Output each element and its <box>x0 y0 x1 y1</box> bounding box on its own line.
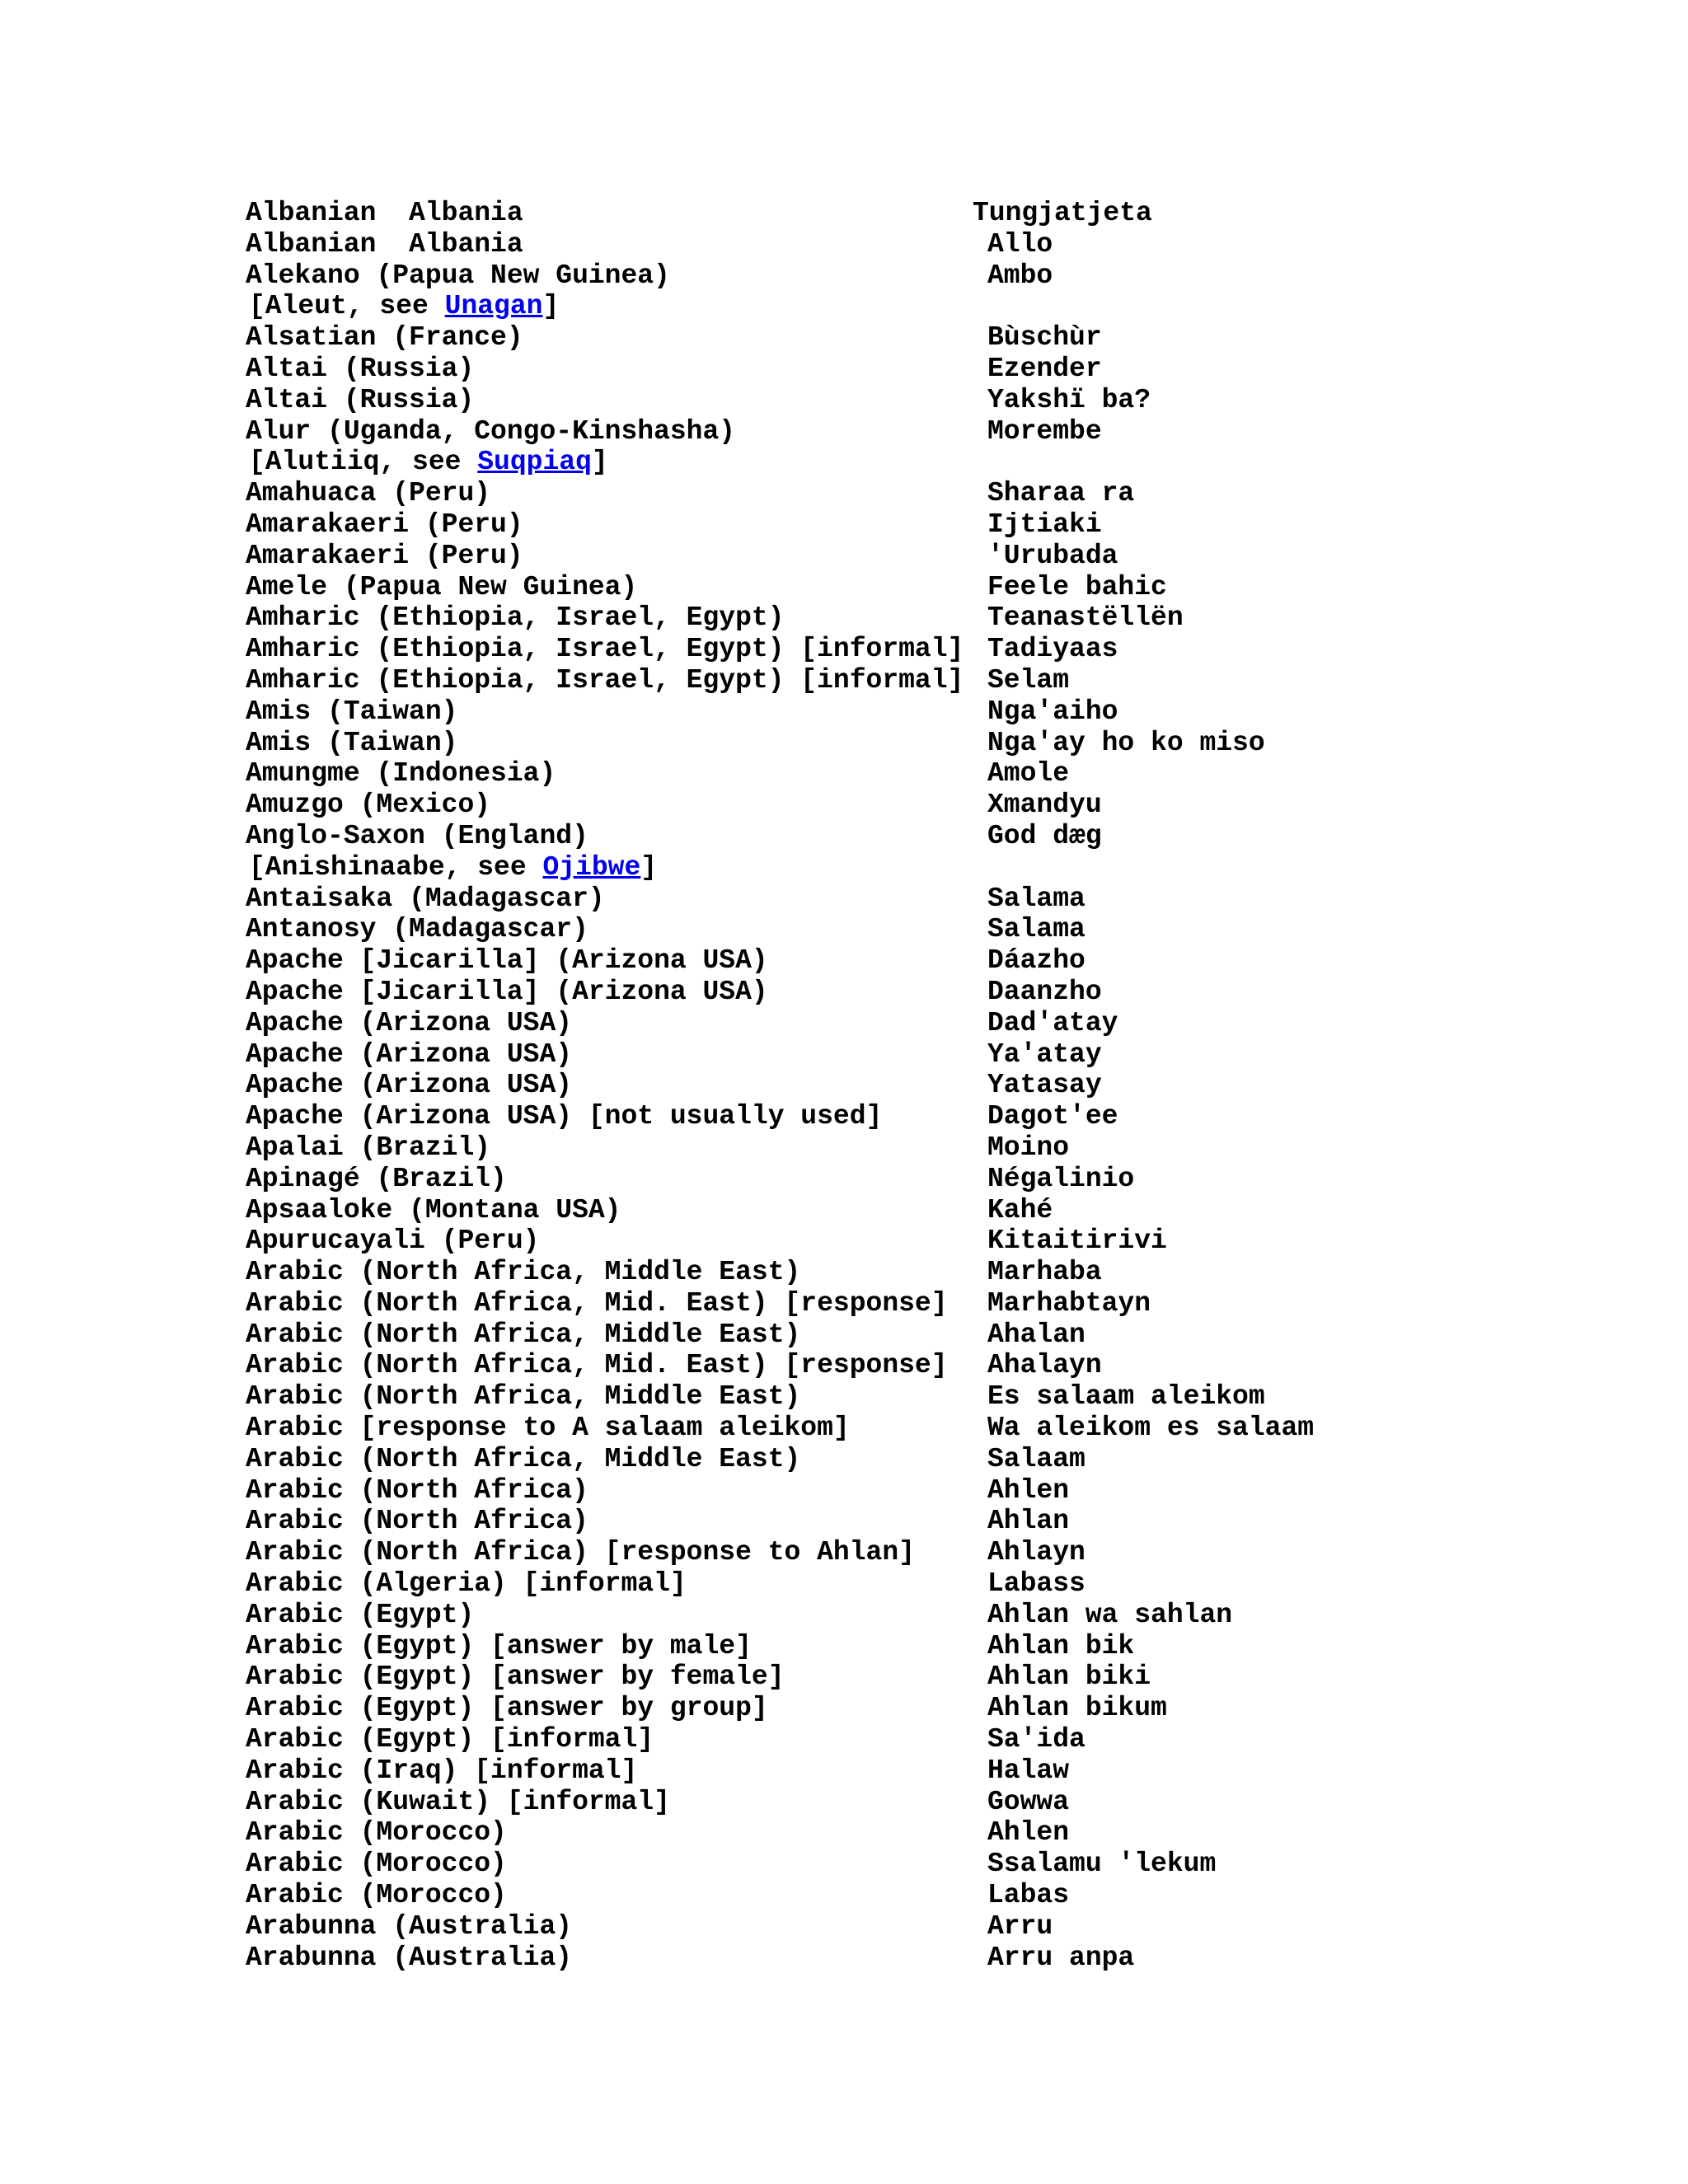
cross-reference-text: ] <box>542 291 560 322</box>
language-name: Altai (Russia) <box>246 353 475 384</box>
cross-reference <box>249 852 657 883</box>
cross-reference-text: ] <box>640 851 658 883</box>
entry-row <box>246 1943 1647 1974</box>
greeting-text: Halaw <box>987 1755 1070 1786</box>
language-name: Arabic (Kuwait) [informal] <box>246 1786 670 1817</box>
greeting-text: Ezender <box>987 353 1102 384</box>
language-name: Apache (Arizona USA) <box>246 1070 573 1101</box>
language-name: Albanian Albania <box>246 228 523 260</box>
greeting-text: Marhabtayn <box>987 1287 1151 1319</box>
greeting-text: Nga'aiho <box>987 696 1118 727</box>
greeting-text: Daanzho <box>987 976 1102 1007</box>
greeting-text: Wa aleikom es salaam <box>987 1413 1315 1444</box>
entry-row <box>246 758 1647 790</box>
language-name: Arabic (Egypt) <box>246 1599 475 1630</box>
greeting-text: Kitaitirivi <box>987 1226 1167 1257</box>
entry-row <box>246 1724 1647 1755</box>
greeting-text: Ahlan bik <box>987 1630 1135 1661</box>
greeting-text: Selam <box>987 664 1070 696</box>
language-name: Apsaaloke (Montana USA) <box>246 1194 621 1226</box>
greeting-text: Ahlayn <box>987 1537 1085 1568</box>
entry-row <box>246 1195 1647 1226</box>
entry-row <box>246 1008 1647 1039</box>
language-name: Albanian Albania <box>246 198 523 228</box>
entry-row <box>246 821 1647 852</box>
entry-row <box>246 1132 1647 1164</box>
greeting-text: Dagot'ee <box>987 1101 1118 1132</box>
entry-row <box>246 634 1647 665</box>
greeting-text: Salama <box>987 914 1085 945</box>
greeting-text: Ahalayn <box>987 1350 1102 1381</box>
language-name: Apinagé (Brazil) <box>246 1163 507 1194</box>
greeting-text: Yatasay <box>987 1070 1102 1101</box>
language-name: Amharic (Ethiopia, Israel, Egypt) <box>246 602 785 634</box>
greeting-text: Arru <box>987 1910 1053 1942</box>
language-name: Anglo-Saxon (England) <box>246 820 588 851</box>
greeting-text: Bùschùr <box>987 322 1102 354</box>
greeting-text: Marhaba <box>987 1257 1102 1288</box>
entry-row <box>246 696 1647 728</box>
greeting-text: Feele bahic <box>987 571 1167 602</box>
entry-row <box>246 1880 1647 1911</box>
cross-reference-text: ] <box>591 447 608 478</box>
language-name: Arabic (Algeria) [informal] <box>246 1568 687 1600</box>
entry-row <box>246 385 1647 416</box>
greeting-text: 'Urubada <box>987 540 1118 571</box>
greeting-text: Ahlan <box>987 1506 1070 1537</box>
greeting-text: Es salaam aleikom <box>987 1381 1265 1413</box>
language-name: Alur (Uganda, Congo-Kinshasha) <box>246 415 736 447</box>
language-name: Amis (Taiwan) <box>246 696 458 727</box>
entry-row <box>246 1631 1647 1662</box>
language-name: Arabic (Morocco) <box>246 1849 507 1880</box>
language-name: Amharic (Ethiopia, Israel, Egypt) [informal] <box>246 664 964 696</box>
entry-row <box>246 883 1647 915</box>
entry-row <box>246 322 1647 354</box>
greeting-text: Sa'ida <box>987 1724 1085 1755</box>
language-link[interactable]: Unagan <box>444 291 543 322</box>
entry-row <box>246 1039 1647 1071</box>
entry-row <box>246 1661 1647 1693</box>
language-name: Arabic [response to A salaam aleikom] <box>246 1413 850 1444</box>
greeting-text: Salama <box>987 883 1085 914</box>
greeting-text: Moino <box>987 1132 1070 1163</box>
entry-row <box>246 602 1647 634</box>
entry-row <box>246 1693 1647 1724</box>
language-name: Altai (Russia) <box>246 384 475 415</box>
language-name: Arabic (Morocco) <box>246 1880 507 1911</box>
language-name: Arabic (North Africa) [response to Ahlan] <box>246 1537 915 1568</box>
greeting-text: Tadiyaas <box>987 634 1118 665</box>
entry-row <box>246 354 1647 385</box>
language-name: Arabic (North Africa, Middle East) <box>246 1319 801 1350</box>
entry-row <box>246 229 1647 260</box>
language-name: Antaisaka (Madagascar) <box>246 883 605 914</box>
language-name: Apache (Arizona USA) <box>246 1038 573 1070</box>
greeting-text: Xmandyu <box>987 790 1102 821</box>
greeting-text: Ahlan bikum <box>987 1693 1167 1724</box>
language-name: Arabic (North Africa) <box>246 1474 588 1506</box>
greeting-text: Arru anpa <box>987 1942 1135 1973</box>
language-name: Arabunna (Australia) <box>246 1942 573 1973</box>
greeting-text: God dæg <box>987 820 1102 851</box>
entry-row <box>246 416 1647 448</box>
language-name: Apache [Jicarilla] (Arizona USA) <box>246 976 768 1007</box>
greeting-text: Ahalan <box>987 1319 1085 1350</box>
greeting-text: Ahlan biki <box>987 1661 1151 1693</box>
entry-row <box>246 1257 1647 1288</box>
language-name: Alsatian (France) <box>246 322 523 354</box>
entry-row <box>246 1381 1647 1413</box>
greeting-text: Dad'atay <box>987 1007 1118 1038</box>
language-name: Arabic (Egypt) [answer by group] <box>246 1693 768 1724</box>
language-name: Arabic (North Africa, Middle East) <box>246 1381 801 1413</box>
cross-reference-row <box>246 852 1647 883</box>
entry-row <box>246 945 1647 977</box>
cross-reference <box>249 447 608 478</box>
greeting-text: Ssalamu 'lekum <box>987 1849 1217 1880</box>
greeting-text: Ambo <box>987 260 1053 291</box>
greeting-text: Sharaa ra <box>987 478 1135 509</box>
document-body <box>246 198 1647 1973</box>
entry-row <box>246 1226 1647 1257</box>
entry-row <box>246 1444 1647 1475</box>
language-name: Apache [Jicarilla] (Arizona USA) <box>246 945 768 977</box>
entry-row <box>246 1101 1647 1132</box>
cross-reference-text: [Anishinaabe, see <box>249 851 543 883</box>
language-name: Amarakaeri (Peru) <box>246 540 523 571</box>
language-name: Arabic (North Africa, Middle East) <box>246 1443 801 1474</box>
greeting-text: Négalinio <box>987 1163 1135 1194</box>
entry-row <box>246 478 1647 509</box>
entry-row <box>246 728 1647 759</box>
greeting-text: Nga'ay ho ko miso <box>987 727 1265 758</box>
language-name: Amharic (Ethiopia, Israel, Egypt) [informal] <box>246 634 964 665</box>
greeting-text: Tungjatjeta <box>973 198 1152 228</box>
greeting-text: Morembe <box>987 415 1102 447</box>
language-name: Arabic (North Africa, Middle East) <box>246 1257 801 1288</box>
greeting-text: Gowwa <box>987 1786 1070 1817</box>
language-name: Amis (Taiwan) <box>246 727 458 758</box>
language-name: Amarakaeri (Peru) <box>246 509 523 540</box>
cross-reference-text: [Alutiiq, see <box>249 447 478 478</box>
entry-row <box>246 790 1647 821</box>
entry-row <box>246 1413 1647 1444</box>
entry-row <box>246 1787 1647 1818</box>
greeting-text: Allo <box>987 228 1053 260</box>
language-name: Alekano (Papua New Guinea) <box>246 260 670 291</box>
language-name: Apache (Arizona USA) [not usually used] <box>246 1101 883 1132</box>
cross-reference-text: [Aleut, see <box>249 291 445 322</box>
greeting-text: Ahlen <box>987 1817 1070 1849</box>
entry-row <box>246 1600 1647 1631</box>
entry-row <box>246 1319 1647 1351</box>
greeting-text: Teanastëllën <box>987 602 1184 634</box>
language-name: Arabic (North Africa, Mid. East) [response] <box>246 1287 948 1319</box>
greeting-text: Ijtiaki <box>987 509 1102 540</box>
greeting-text: Amole <box>987 758 1070 790</box>
greeting-text: Yakshï ba? <box>987 384 1151 415</box>
language-link[interactable]: Ojibwe <box>542 851 641 883</box>
entry-row <box>246 1350 1647 1381</box>
cross-reference <box>249 291 559 322</box>
greeting-text: Labas <box>987 1880 1070 1911</box>
entry-row <box>246 1755 1647 1787</box>
language-name: Arabic (Egypt) [answer by female] <box>246 1661 785 1693</box>
cross-reference-row <box>246 291 1647 322</box>
language-name: Apurucayali (Peru) <box>246 1226 540 1257</box>
cross-reference-row <box>246 447 1647 478</box>
language-name: Apalai (Brazil) <box>246 1132 491 1163</box>
entry-row <box>246 572 1647 603</box>
language-name: Arabunna (Australia) <box>246 1910 573 1942</box>
language-name: Amungme (Indonesia) <box>246 758 556 790</box>
entry-row <box>246 1506 1647 1537</box>
language-name: Apache (Arizona USA) <box>246 1007 573 1038</box>
language-name: Arabic (Iraq) [informal] <box>246 1755 638 1786</box>
language-name: Arabic (North Africa) <box>246 1506 588 1537</box>
entry-row <box>246 1070 1647 1101</box>
language-name: Amuzgo (Mexico) <box>246 790 491 821</box>
greeting-text: Kahé <box>987 1194 1053 1226</box>
greeting-text: Ahlan wa sahlan <box>987 1599 1233 1630</box>
entry-row <box>246 977 1647 1008</box>
entry-row <box>246 1817 1647 1849</box>
language-name: Amahuaca (Peru) <box>246 478 491 509</box>
language-name: Arabic (Morocco) <box>246 1817 507 1849</box>
entry-row <box>246 1475 1647 1507</box>
entry-row <box>246 260 1647 292</box>
entry-row <box>246 541 1647 572</box>
entry-row <box>246 914 1647 945</box>
greeting-text: Ahlen <box>987 1474 1070 1506</box>
language-name: Arabic (North Africa, Mid. East) [response] <box>246 1350 948 1381</box>
entry-row <box>246 1911 1647 1943</box>
greeting-text: Labass <box>987 1568 1085 1600</box>
entry-row <box>246 1288 1647 1319</box>
entry-row <box>246 1537 1647 1568</box>
entry-row <box>246 1849 1647 1880</box>
language-name: Arabic (Egypt) [answer by male] <box>246 1630 752 1661</box>
entry-row <box>246 509 1647 541</box>
language-link[interactable]: Suqpiaq <box>477 447 592 478</box>
language-name: Antanosy (Madagascar) <box>246 914 588 945</box>
language-name: Arabic (Egypt) [informal] <box>246 1724 654 1755</box>
greeting-text: Ya'atay <box>987 1038 1102 1070</box>
greeting-text: Dáazho <box>987 945 1085 977</box>
language-name: Amele (Papua New Guinea) <box>246 571 638 602</box>
entry-row <box>246 198 1647 229</box>
entry-row <box>246 665 1647 696</box>
greeting-text: Salaam <box>987 1443 1085 1474</box>
entry-row <box>246 1568 1647 1600</box>
entry-row <box>246 1164 1647 1195</box>
